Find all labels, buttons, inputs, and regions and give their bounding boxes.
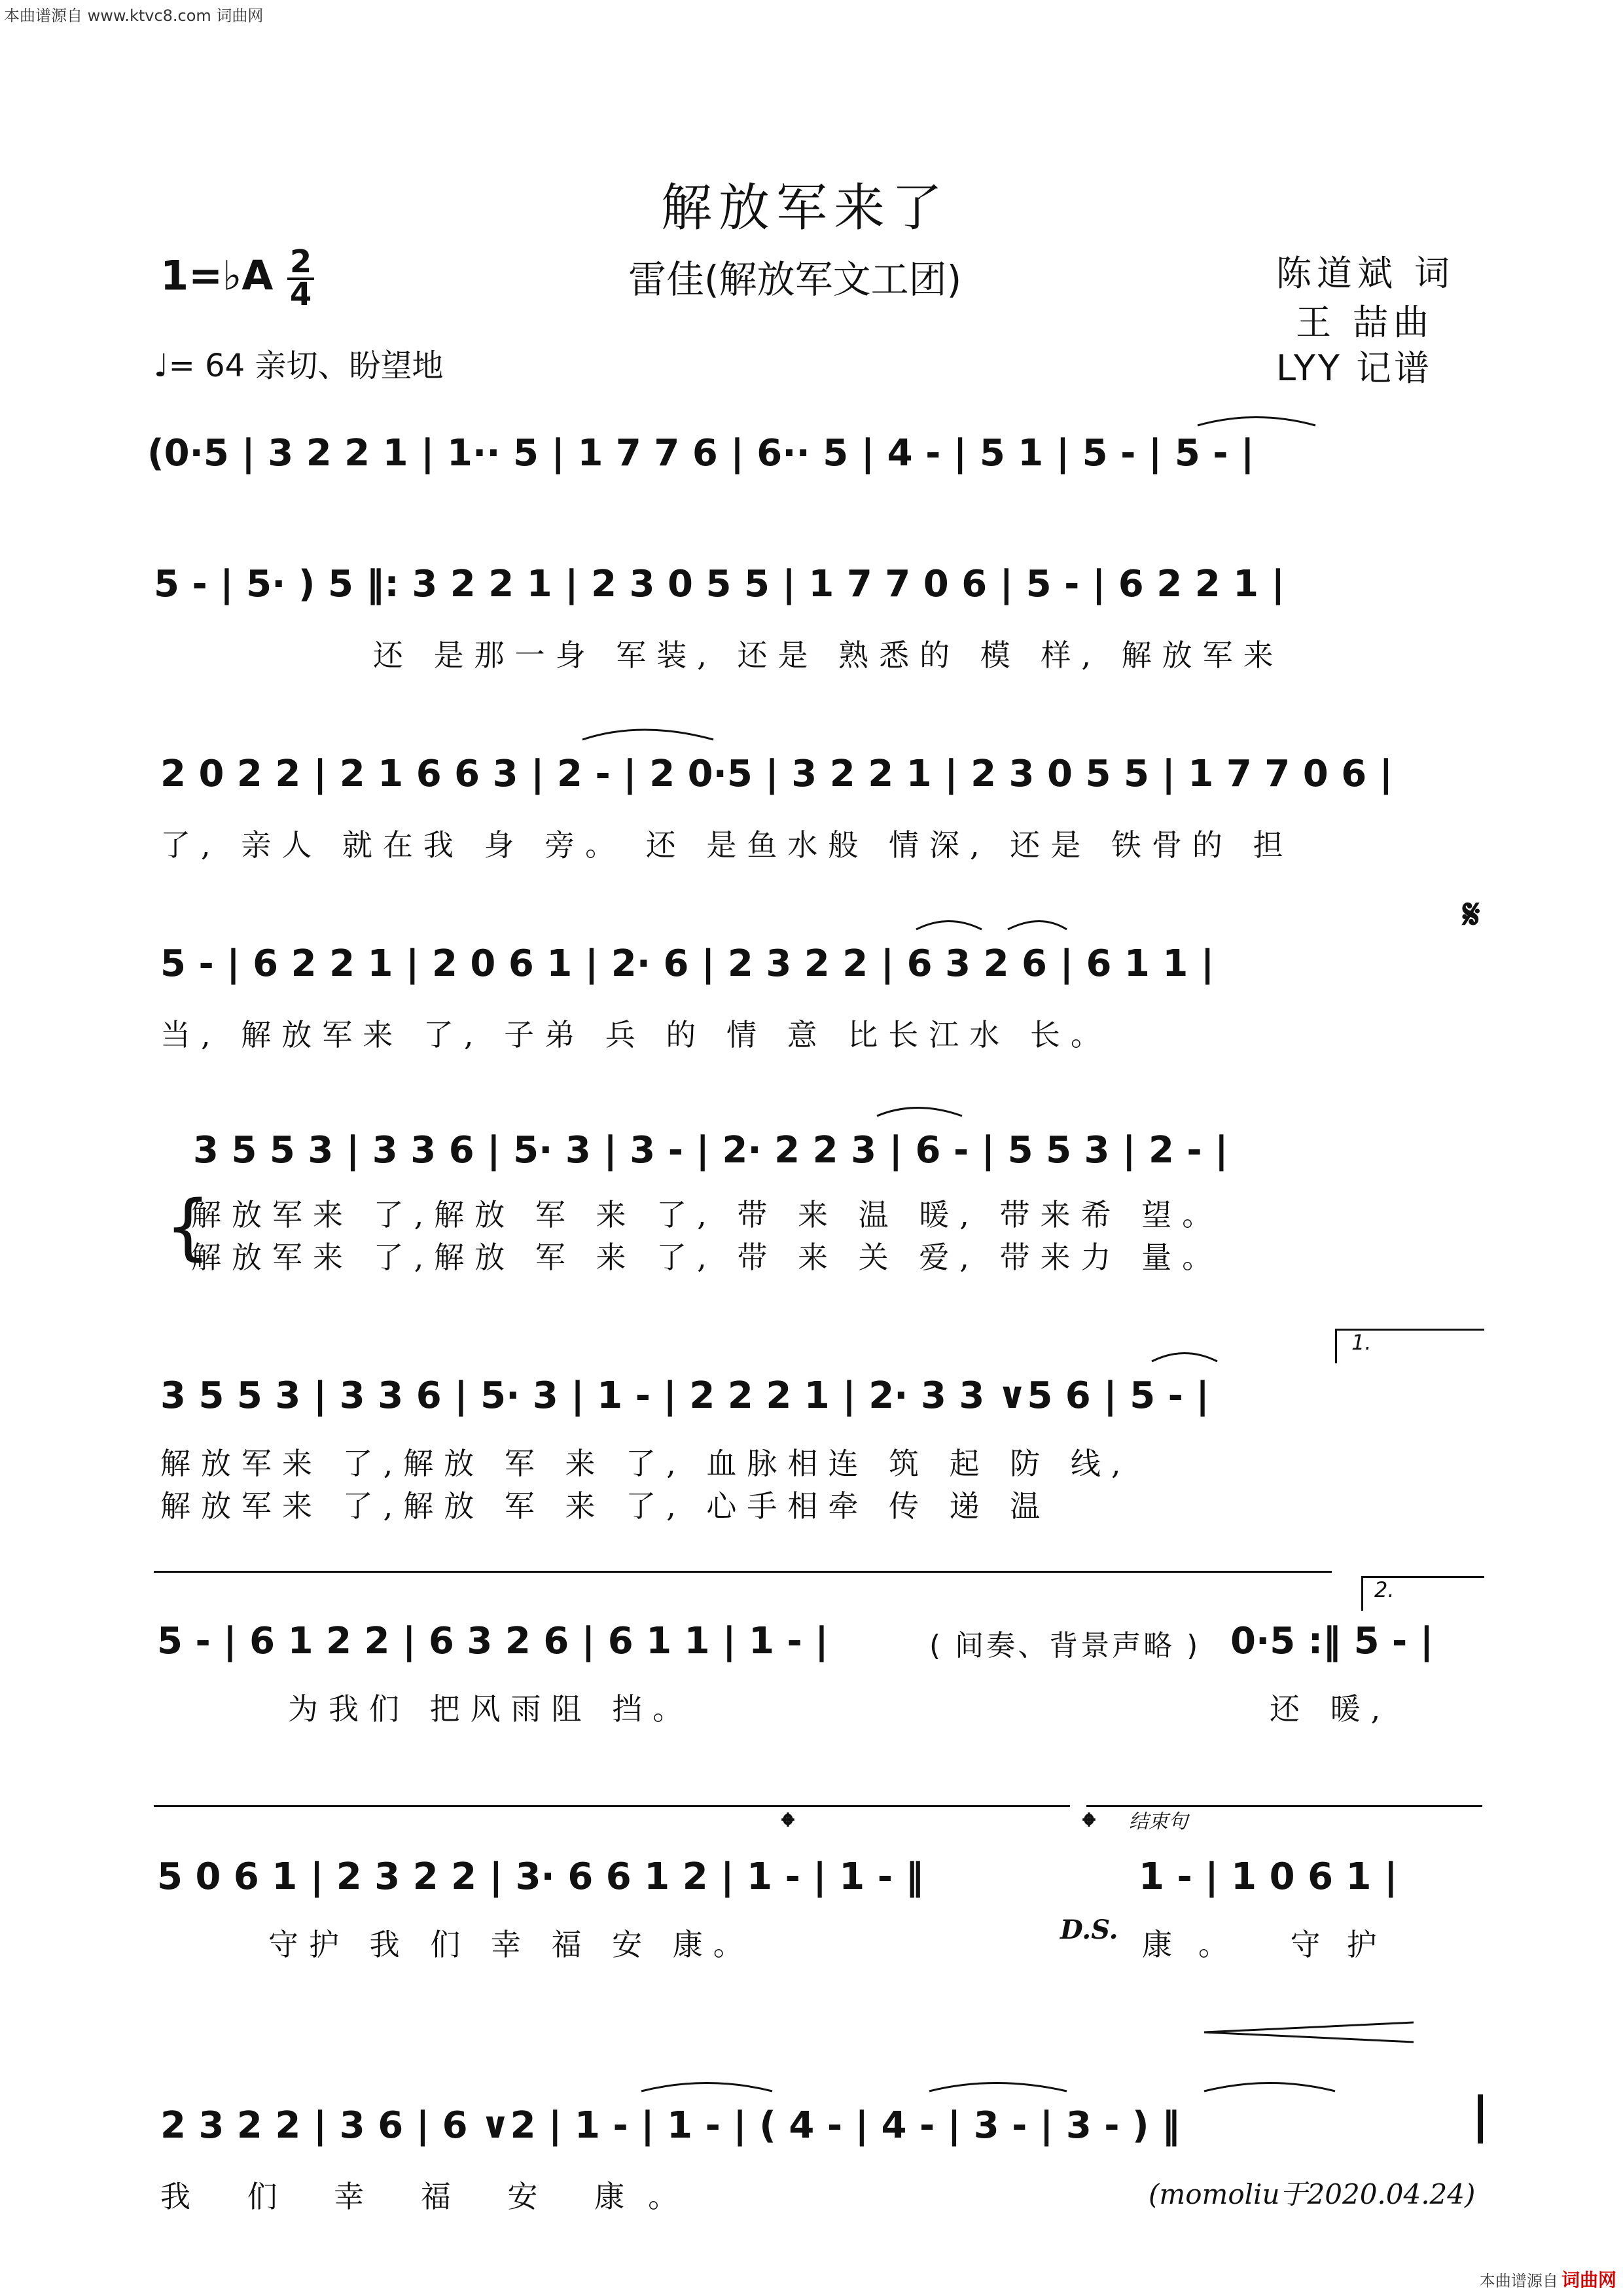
tie-line-6	[1152, 1354, 1217, 1362]
score-line-6-notes: 3 5 5 3 | 3 3 6 | 5· 3 | 1 - | 2 2 2 1 | 2· 3 3 ∨5 6 | 5 - |	[160, 1374, 1209, 1417]
tie-line-9b	[929, 2083, 1067, 2092]
composer: 王 喆曲	[1296, 302, 1435, 343]
key-label: 1=♭A	[160, 251, 274, 300]
lyricist: 陈道斌 词	[1276, 253, 1455, 294]
transcriber: LYY 记谱	[1276, 348, 1433, 389]
score-line-8-notes: 5 0 6 1 | 2 3 2 2 | 3· 6 6 1 2 | 1 - | 1 - ‖	[157, 1856, 924, 1898]
tie-line-3	[582, 730, 713, 740]
score-line-6-lyric-1: 解放军来 了,解放 军 来 了, 血脉相连 筑 起 防 线,	[160, 1446, 1132, 1481]
song-title: 解放军来了	[661, 179, 950, 238]
volta-1-label: 1.	[1351, 1330, 1372, 1355]
song-subtitle: 雷佳(解放军文工团)	[628, 257, 962, 302]
tie-line-5	[877, 1108, 962, 1117]
score-line-8-lyric: 守护 我 们 幸 福 安 康。	[268, 1927, 754, 1962]
watermark-top-left: 本曲谱源自 www.ktvc8.com 词曲网	[4, 7, 264, 25]
time-top: 2	[287, 247, 314, 280]
tie-line-1	[1198, 418, 1315, 426]
score-line-5-lyric-2: 解放军来 了,解放 军 来 了, 带 来 关 爱, 带来力 量。	[191, 1240, 1223, 1275]
tempo-marking: ♩= 64 亲切、盼望地	[154, 348, 444, 384]
verse-brace: {	[165, 1185, 211, 1268]
score-line-1-notes: (0·5 | 3 2 2 1 | 1·· 5 | 1 7 7 6 | 6·· 5 | 4 - | 5 1 | 5 - | 5 - |	[147, 432, 1255, 475]
score-line-9-notes: 2 3 2 2 | 3 6 | 6 ∨2 | 1 - | 1 - | ( 4 - | 4 - | 3 - | 3 - ) ‖	[160, 2104, 1181, 2147]
tie-line-4b	[1008, 922, 1067, 930]
score-line-7-notes: 5 - | 6 1 2 2 | 6 3 2 6 | 6 1 1 | 1 - |	[157, 1620, 829, 1662]
score-line-8-coda-lyric: 康。 守护	[1142, 1927, 1403, 1962]
coda-sign-1: 𝄌	[782, 1806, 794, 1846]
transcriber-signature: (momoliu于2020.04.24)	[1149, 2178, 1476, 2210]
score-line-7-lyric: 为我们 把风雨阻 挡。	[288, 1691, 694, 1727]
score-line-4-lyric: 当, 解放军来 了, 子弟 兵 的 情 意 比长江水 长。	[160, 1017, 1111, 1052]
score-line-3-notes: 2 0 2 2 | 2 1 6 6 3 | 2 - | 2 0·5 | 3 2 2 1 | 2 3 0 5 5 | 1 7 7 0 6 |	[160, 753, 1393, 795]
interlude-note: ( 间奏、背景声略 )	[929, 1629, 1201, 1662]
score-line-6-lyric-2: 解放军来 了,解放 军 来 了, 心手相牵 传 递 温	[160, 1488, 1051, 1524]
time-bottom: 4	[289, 276, 312, 313]
score-line-4-notes: 5 - | 6 2 2 1 | 2 0 6 1 | 2· 6 | 2 3 2 2 | 6 3 2 6 | 6 1 1 |	[160, 942, 1215, 985]
volta-2-label: 2.	[1374, 1577, 1395, 1602]
watermark-brand: 词曲网	[1561, 2269, 1616, 2291]
score-line-5-lyric-1: 解放军来 了,解放 军 来 了, 带 来 温 暖, 带来希 望。	[191, 1197, 1223, 1232]
score-line-3-lyric: 了, 亲人 就在我 身 旁。 还 是鱼水般 情深, 还是 铁骨的 担	[160, 827, 1294, 863]
dal-segno: D.S.	[1060, 1914, 1118, 1945]
coda-sign-2: 𝄌	[1083, 1806, 1095, 1846]
tie-line-4	[916, 922, 982, 930]
crescendo-hairpin	[1204, 2022, 1414, 2042]
score-line-2-notes: 5 - | 5· ) 5 ‖: 3 2 2 1 | 2 3 0 5 5 | 1 7 7 0 6 | 5 - | 6 2 2 1 |	[154, 563, 1285, 605]
watermark-text: 本曲谱源自	[1479, 2272, 1558, 2290]
score-line-2-lyric: 还 是那一身 军装, 还是 熟悉的 模 样, 解放军来	[373, 637, 1284, 673]
score-line-7-notes-end: 0·5 :‖ 5 - |	[1230, 1620, 1434, 1662]
segno-sign: 𝄋	[1463, 890, 1480, 938]
score-line-9-lyric: 我 们 幸 福 安 康。	[160, 2179, 702, 2214]
tie-line-9c	[1204, 2083, 1335, 2092]
score-line-8-coda-notes: 1 - | 1 0 6 1 |	[1139, 1856, 1398, 1898]
score-line-5-notes: 3 5 5 3 | 3 3 6 | 5· 3 | 3 - | 2· 2 2 3 | 6 - | 5 5 3 | 2 - |	[193, 1129, 1228, 1172]
coda-label: 结束句	[1129, 1810, 1188, 1833]
tie-line-9	[641, 2083, 772, 2092]
score-line-7-lyric-end: 还 暖,	[1270, 1691, 1391, 1727]
